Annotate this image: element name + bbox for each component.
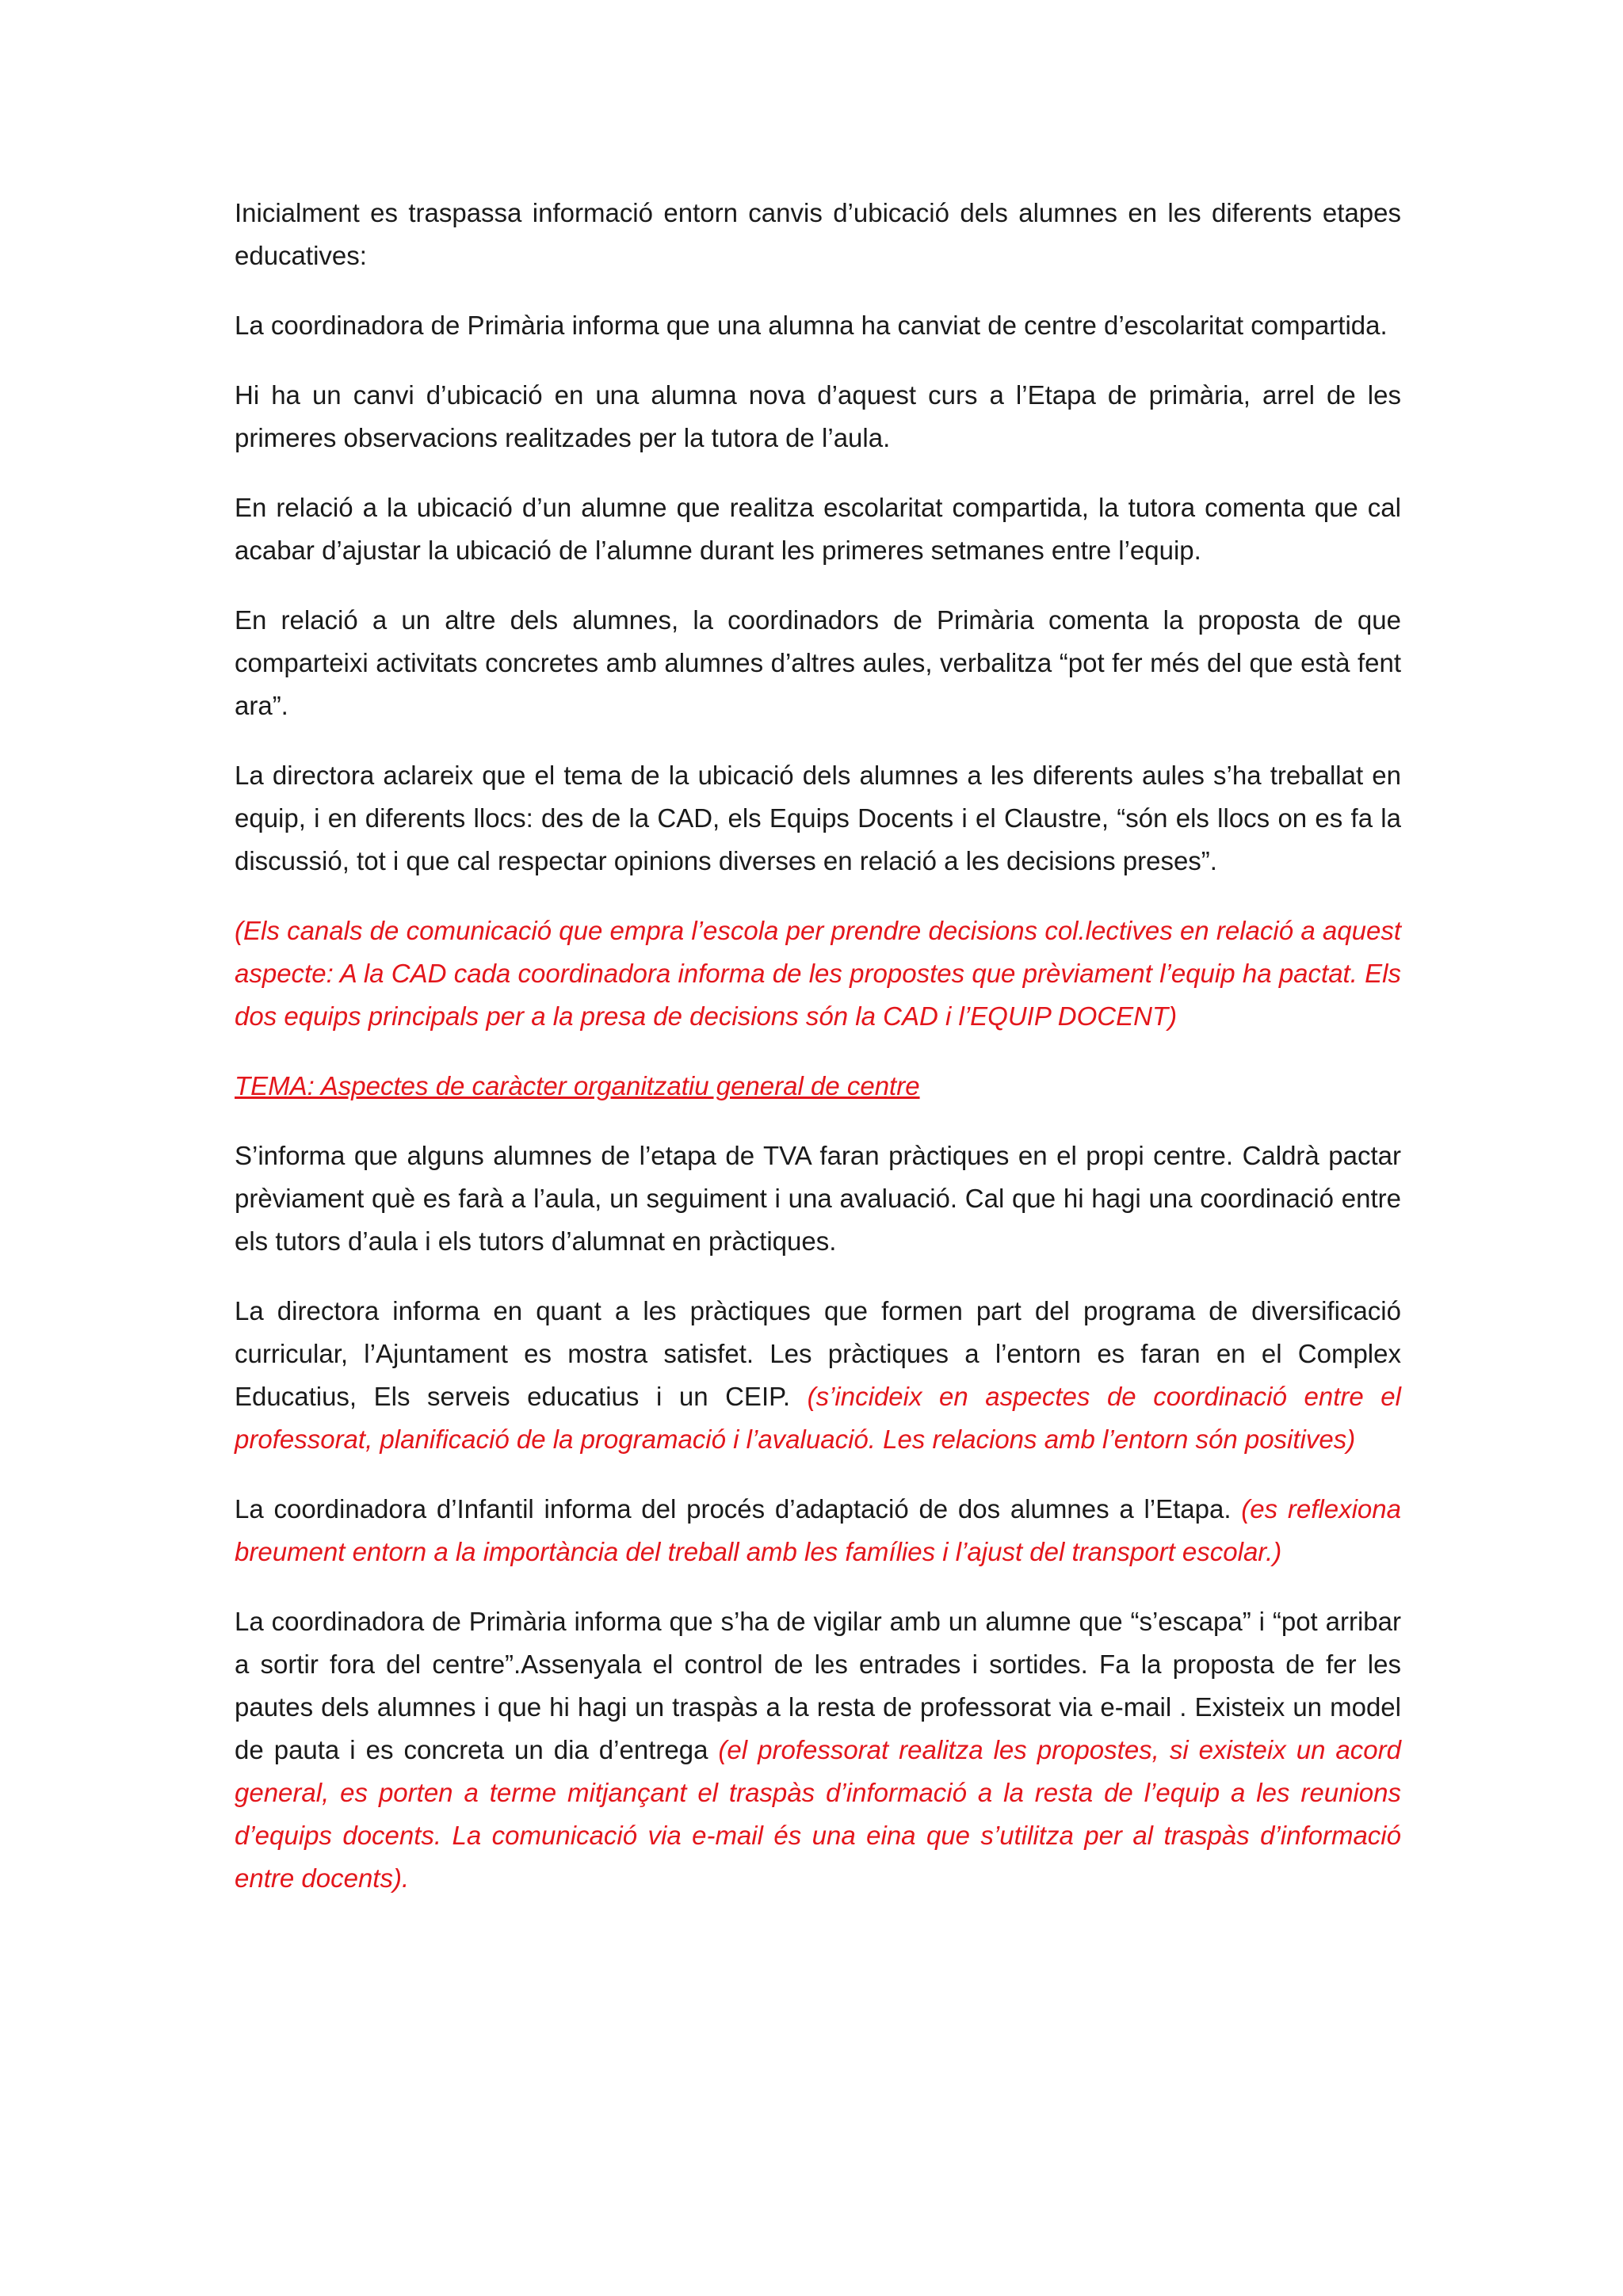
paragraph-new-student [235,374,1401,460]
paragraph-other-student-text: En relació a un altre dels alumnes, la coordinadors de Primària comenta la proposta de que comparteixi activitats concretes amb alumnes d’altres aules, verbalitza “pot fer més del que està fent ara”. [235,605,1401,720]
annotation-diversification-note: (s’incideix en aspectes de coordinació entre el professorat, planificació de la programació i l’avaluació. Les relacions amb l’entorn són positives) [235,1382,1401,1454]
annotation-communication-channels-text: (Els canals de comunicació que empra l’escola per prendre decisions col.lectives en relació a aquest aspecte: A la CAD cada coordinadora informa de les propostes que prèviament l’equip ha pactat. Els dos equips principals per a la presa de decisions són la CAD i l’EQUIP DOCENT) [235,916,1401,1031]
paragraph-escape-student [235,1600,1401,1900]
paragraph-new-student-text: Hi ha un canvi d’ubicació en una alumna nova d’aquest curs a l’Etapa de primària, arrel de les primeres observacions realitzades per la tutora de l’aula. [235,380,1401,452]
annotation-infantil-note: (es reflexiona breument entorn a la importància del treball amb les famílies i l’ajust del transport escolar.) [235,1494,1401,1566]
paragraph-diversification-text: La directora informa en quant a les pràctiques que formen part del programa de diversificació curricular, l’Ajuntament es mostra satisfet. Les pràctiques a l’entorn es faran en el Complex Educatius, Els serveis educatius i un CEIP. [235,1296,1401,1411]
paragraph-director-clarifies-text: La directora aclareix que el tema de la ubicació dels alumnes a les diferents aules s’ha treballat en equip, i en diferents llocs: des de la CAD, els Equips Docents i el Claustre, “són els llocs on es fa la discussió, tot i que cal respectar opinions diverses en relació a les decisions preses”. [235,761,1401,875]
paragraph-intro [235,192,1401,277]
paragraph-director-clarifies [235,754,1401,883]
paragraph-tva-practices [235,1135,1401,1263]
paragraph-diversification [235,1290,1401,1461]
annotation-communication-channels [235,910,1401,1038]
paragraph-shared-schooling [235,486,1401,572]
paragraph-infantil-adaptation-text: La coordinadora d’Infantil informa del procés d’adaptació de dos alumnes a l’Etapa. [235,1494,1242,1524]
paragraph-intro-text: Inicialment es traspassa informació entorn canvis d’ubicació dels alumnes en les diferents etapes educatives: [235,198,1401,270]
paragraph-other-student [235,599,1401,727]
section-heading-tema [235,1065,1401,1108]
annotation-escape-note: (el professorat realitza les propostes, si existeix un acord general, es porten a terme mitjançant el traspàs d’informació a la resta de l’equip a les reunions d’equips docents. La comunicació via e-mail és una eina que s’utilitza per al traspàs d’informació entre docents). [235,1735,1401,1893]
paragraph-escape-student-text: La coordinadora de Primària informa que s’ha de vigilar amb un alumne que “s’escapa” i “pot arribar a sortir fora del centre”.Assenyala el control de les entrades i sortides. Fa la proposta de fer les pautes dels alumnes i que hi hagi un traspàs a la resta de professorat via e-mail . Existeix un model de pauta i es concreta un dia d’entrega [235,1607,1401,1764]
paragraph-tva-practices-text: S’informa que alguns alumnes de l’etapa de TVA faran pràctiques en el propi centre. Caldrà pactar prèviament què es farà a l’aula, un seguiment i una avaluació. Cal que hi hagi una coordinació entre els tutors d’aula i els tutors d’alumnat en pràctiques. [235,1141,1401,1256]
paragraph-infantil-adaptation [235,1488,1401,1573]
section-heading-tema-text: TEMA: Aspectes de caràcter organitzatiu general de centre [235,1071,920,1100]
paragraph-primaria-change-text: La coordinadora de Primària informa que una alumna ha canviat de centre d’escolaritat compartida. [235,311,1388,340]
paragraph-primaria-change [235,304,1401,347]
paragraph-shared-schooling-text: En relació a la ubicació d’un alumne que realitza escolaritat compartida, la tutora comenta que cal acabar d’ajustar la ubicació de l’alumne durant les primeres setmanes entre l’equip. [235,493,1401,565]
document-page [235,192,1401,1927]
